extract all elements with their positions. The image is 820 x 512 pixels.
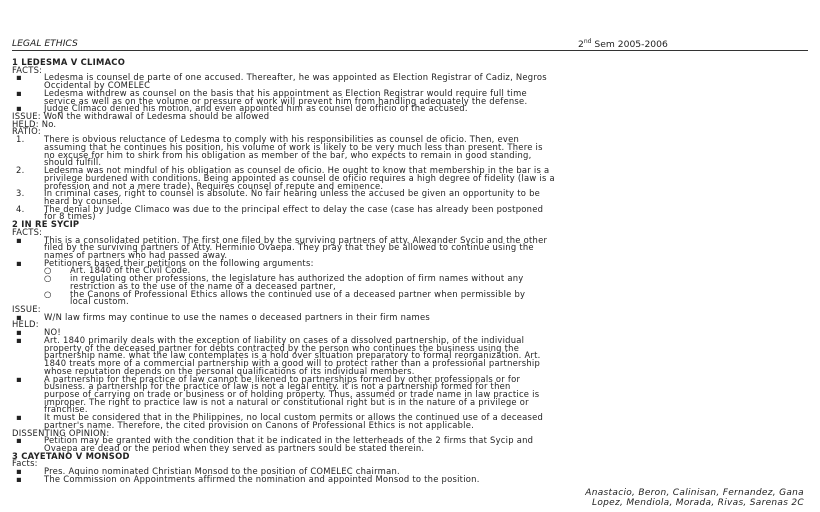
- text-line: names of partners who had passed away.: [44, 250, 228, 260]
- text-line: restriction as to the use of the name of a deceased partner,: [70, 280, 336, 291]
- text-line: partner's name. Therefore, the cited provision on Canons of Professional Ethics is not applicable.: [44, 419, 475, 430]
- bullet-marker: ▪: [16, 373, 22, 384]
- bullet-marker: ▪: [16, 257, 22, 268]
- text-line: Ovaepa are dead or the period when they served as partners sould be stated therein.: [44, 443, 425, 453]
- bullet-marker: ▪: [16, 72, 22, 83]
- text-line: Ledesma was not mindful of his obligation as counsel de oficio. He ought to know that membership in the bar is a: [44, 165, 550, 176]
- text-line: Facts:: [12, 458, 38, 469]
- text-line: in regulating other professions, the legislature has authorized the adoption of firm names without any: [70, 273, 524, 284]
- text-line: This is a consolidated petition. The first one filed by the surviving partners of atty. Alexander Sycip and the other: [44, 234, 548, 245]
- list-number: 4.: [16, 203, 25, 214]
- text-line: profession and not a mere trade). Requires counsel of repute and eminence.: [44, 180, 384, 191]
- text-line: There is obvious reluctance of Ledesma to comply with his responsibilities as counsel de oficio. Then, even: [44, 134, 520, 145]
- text-line: partnership name. what the law contemplates is a hold over situation preparatory to formal reorganization. Art.: [44, 350, 541, 361]
- text-line: purpose of carrying on trade or business or of holding property. Thus, assumed or trade name in law practice is: [44, 388, 540, 399]
- list-number: 3.: [16, 188, 25, 199]
- bullet-marker: ▪: [16, 103, 22, 114]
- bullet-marker: ▪: [16, 435, 22, 446]
- text-line: Ledesma withdrew as counsel on the basis that his appointment as Election Registrar would require full time: [44, 87, 527, 98]
- text-line: local custom.: [70, 296, 129, 307]
- text-line: In criminal cases, right to counsel is absolute. No fair hearing unless the accused be given an opportunity to be: [44, 188, 541, 199]
- text-line: property of the deceased partner for debts contracted by the person who continues the business using the: [44, 342, 520, 353]
- text-line: The denial by Judge Climaco was due to the principal effect to delay the case (case has already been postponed: [44, 203, 544, 214]
- text-line: filed by the surviving partners of Atty. Herminio Ovaepa. They pray that they be allowed to continue using the: [44, 242, 534, 253]
- text-line: Petition may be granted with the condition that it be indicated in the letterheads of the 2 firms that Sycip and: [44, 435, 534, 446]
- text-line: ISSUE:: [12, 304, 41, 315]
- text-line: Pres. Aquino nominated Christian Monsod to the position of COMELEC chairman.: [44, 466, 400, 477]
- text-line: franchise.: [44, 404, 88, 415]
- bullet-marker: ▪: [16, 466, 22, 477]
- bullet-marker: ▪: [16, 412, 22, 423]
- text-line: Occidental by COMELEC: [44, 80, 151, 91]
- text-line: no excuse for him to shirk from his obligation as member of the bar, who expects to remain in good standing,: [44, 149, 532, 160]
- footer-authors-line1: Anastacio, Beron, Calinisan, Fernandez, Gana: [585, 488, 804, 498]
- header-rule: [12, 50, 808, 51]
- text-line: heard by counsel.: [44, 195, 123, 206]
- sub-bullet-marker: ○: [44, 288, 52, 299]
- bullet-marker: ▪: [16, 473, 22, 484]
- text-line: DISSENTING OPINION:: [12, 427, 110, 438]
- text-line: RATIO:: [12, 126, 41, 137]
- text-line: business. a partnership for the practice of law is not a legal entity. it is not a partnership formed for then: [44, 381, 511, 392]
- bullet-marker: ▪: [16, 87, 22, 98]
- bullet-marker: ▪: [16, 327, 22, 338]
- text-line: HELD:: [12, 319, 39, 330]
- text-line: W/N law firms may continue to use the names o deceased partners in their firm names: [44, 311, 430, 322]
- text-line: Art. 1840 of the Civil Code.: [70, 265, 191, 276]
- text-line: NO!: [44, 327, 61, 338]
- text-line: HELD: No.: [12, 118, 57, 129]
- text-line: 1840 treats more of a commercial partnership with a good will to protect rather than a professional partnership: [44, 358, 541, 369]
- text-line: Petitioners based their petitions on the following arguments:: [44, 257, 314, 268]
- text-line: for 8 times): [44, 211, 96, 222]
- bullet-marker: ▪: [16, 334, 22, 345]
- text-line: It must be considered that in the Philippines, no local custom permits or allows the continued use of a deceased: [44, 412, 544, 423]
- text-line: Ledesma is counsel de parte of one accused. Thereafter, he was appointed as Election Registrar of Cadiz, Negros: [44, 72, 547, 83]
- text-line: The Commission on Appointments affirmed the nomination and appointed Monsod to the position.: [44, 473, 480, 484]
- list-number: 2.: [16, 165, 25, 176]
- bullet-marker: ▪: [16, 311, 22, 322]
- section-heading: 2 IN RE SYCIP: [12, 219, 80, 230]
- text-line: Judge Climaco denied his motion, and even appointed him as counsel de officio of the accused.: [44, 103, 468, 114]
- text-line: privilege burdened with conditions. Being appointed as counsel de oficio requires a high degree of fidelity (law is a: [44, 172, 555, 183]
- text-line: FACTS:: [12, 226, 43, 237]
- bullet-marker: ▪: [16, 234, 22, 245]
- text-line: the Canons of Professional Ethics allows the continued use of a deceased partner when permissible by: [70, 288, 526, 299]
- text-line: improper. The right to practice law is not a natural or constitutional right but is in the nature of a privilege or: [44, 396, 529, 407]
- text-line: assuming that he continues his position, his volume of work is likely to be very much less than present. There is: [44, 141, 543, 152]
- text-line: Art. 1840 primarily deals with the exception of liability on cases of a dissolved partnership, of the individual: [44, 334, 525, 345]
- section-heading: 3 CAYETANO V MONSOD: [12, 450, 130, 461]
- section-heading: 1 LEDESMA V CLIMACO: [12, 57, 126, 67]
- header-title: LEGAL ETHICS: [12, 38, 78, 49]
- text-line: service as well as on the volume or pressure of work will prevent him from handling adequately the defense.: [44, 95, 528, 106]
- header-semester: 2nd Sem 2005-2006: [578, 38, 668, 51]
- list-number: 1.: [16, 134, 25, 145]
- text-line: ISSUE: WoN the withdrawal of Ledesma should be allowed: [12, 111, 270, 122]
- text-line: should fulfill.: [44, 157, 102, 168]
- sub-bullet-marker: ○: [44, 265, 52, 276]
- footer-authors-line2: Lopez, Mendiola, Morada, Rivas, Sarenas 2C: [592, 498, 804, 508]
- sub-bullet-marker: ○: [44, 273, 52, 284]
- text-line: A partnership for the practice of law cannot be likened to partnerships formed by other professionals or for: [44, 373, 521, 384]
- text-line: FACTS:: [12, 64, 43, 75]
- text-line: whose reputation depends on the personal qualifications of its individual members.: [44, 365, 415, 376]
